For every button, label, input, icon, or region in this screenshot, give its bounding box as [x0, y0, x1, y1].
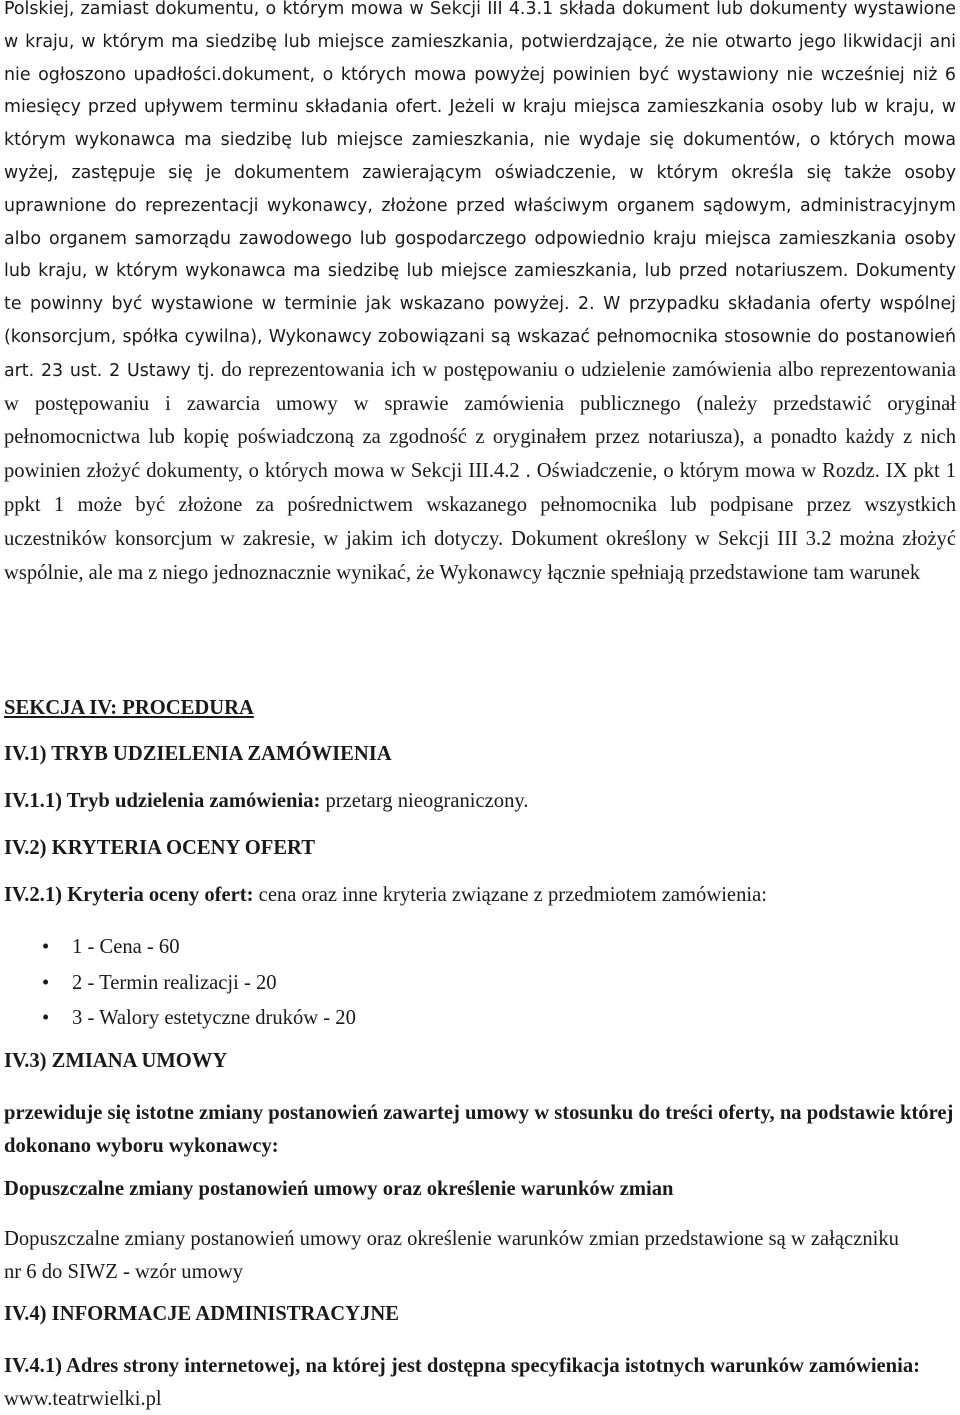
bullet-icon: • [42, 936, 50, 958]
iv4-heading: IV.4) INFORMACJE ADMINISTRACYJNE [4, 1303, 399, 1325]
criteria-item [4, 930, 356, 966]
iv3-bold-text: przewiduje się istotne zmiany postanowień zawartej umowy w stosunku do treści oferty, na podstawie której dokonano wyboru wykonawcy: [4, 1102, 954, 1157]
iv41-line [4, 1350, 956, 1415]
criteria-list [4, 930, 356, 1037]
iv3-subheading: Dopuszczalne zmiany postanowień umowy oraz określenie warunków zmian [4, 1178, 674, 1200]
iv41-value: www.teatrwielki.pl [4, 1387, 162, 1410]
bullet-icon: • [42, 971, 50, 994]
criteria-item-text: 2 - Termin realizacji - 20 [72, 971, 277, 994]
intro-paragraph [4, 0, 956, 590]
bullet-icon: • [42, 1007, 50, 1029]
iv11-line [4, 790, 529, 813]
iv3-heading: IV.3) ZMIANA UMOWY [4, 1050, 228, 1072]
iv21-label: IV.2.1) Kryteria oceny ofert: [4, 884, 254, 906]
iv11-label: IV.1.1) Tryb udzielenia zamówienia: [4, 790, 321, 812]
criteria-item-text: 1 - Cena - 60 [72, 936, 180, 958]
iv11-value: przetarg nieograniczony. [320, 790, 529, 812]
intro-sans-text: Polskiej, zamiast dokumentu, o którym mowa w Sekcji III 4.3.1 składa dokument lub dokumenty wystawione w kraju, w którym ma siedzibę lub miejsce zamieszkania, potwierdzające, że nie otwarto jego likwidacji ani nie ogłoszono upadłości.dokument, o których mowa powyżej powinien być wystawiony nie wcześniej niż 6 miesięcy przed upływem terminu składania ofert. Jeżeli w kraju miejsca zamieszkania osoby lub w kraju, w którym wykonawca ma siedzibę lub miejsce zamieszkania, nie wydaje się dokumentów, o których mowa wyżej, zastępuje się je dokumentem zawierającym oświadczenie, w którym określa się także osoby uprawnione do reprezentacji wykonawcy, złożone przed właściwym organem sądowym, administracyjnym albo organem samorządu zawodowego lub gospodarczego odpowiednio kraju miejsca zamieszkania osoby lub kraju, w którym wykonawca ma siedzibę lub miejsce zamieszkania, lub przed notariuszem. Dokumenty te powinny być wystawione w terminie jak wskazano powyżej. 2. W przypadku składania oferty wspólnej (konsorcjum, spółka cywilna), Wykonawcy zobowiązani są wskazać pełnomocnika stosownie do postanowień art. 23 ust. 2 Ustawy tj. [4, 0, 956, 381]
iv41-label: IV.4.1) Adres strony internetowej, na której jest dostępna specyfikacja istotnych warunków zamówienia: [4, 1355, 921, 1377]
iv3-text: Dopuszczalne zmiany postanowień umowy oraz określenie warunków zmian przedstawione są w załączniku nr 6 do SIWZ - wzór umowy [4, 1228, 899, 1283]
iv2-heading: IV.2) KRYTERIA OCENY OFERT [4, 837, 315, 859]
criteria-item [4, 966, 356, 1002]
intro-serif-text: do reprezentowania ich w postępowaniu o udzielenie zamówienia albo reprezentowania w postępowaniu i zawarcia umowy w sprawie zamówienia publicznego (należy przedstawić oryginał pełnomocnictwa lub kopię poświadczoną za zgodność z oryginałem przez notariusza), a ponadto każdy z nich powinien złożyć dokumenty, o których mowa w Sekcji III.4.2 . Oświadczenie, o którym mowa w Rozdz. IX pkt 1 ppkt 1 może być złożone za pośrednictwem wskazanego pełnomocnika lub podpisane przez wszystkich uczestników konsorcjum w zakresie, w jakim ich dotyczy. Dokument określony w Sekcji III 3.2 można złożyć wspólnie, ale ma z niego jednoznacznie wynikać, że Wykonawcy łącznie spełniają przedstawione tam warunek [4, 358, 957, 584]
iv1-heading: IV.1) TRYB UDZIELENIA ZAMÓWIENIA [4, 743, 392, 765]
section-iv-title: SEKCJA IV: PROCEDURA [4, 697, 254, 719]
iv21-line [4, 884, 767, 907]
iv21-value: cena oraz inne kryteria związane z przedmiotem zamówienia: [253, 884, 767, 906]
criteria-item [4, 1001, 356, 1037]
criteria-item-text: 3 - Walory estetyczne druków - 20 [72, 1007, 356, 1029]
